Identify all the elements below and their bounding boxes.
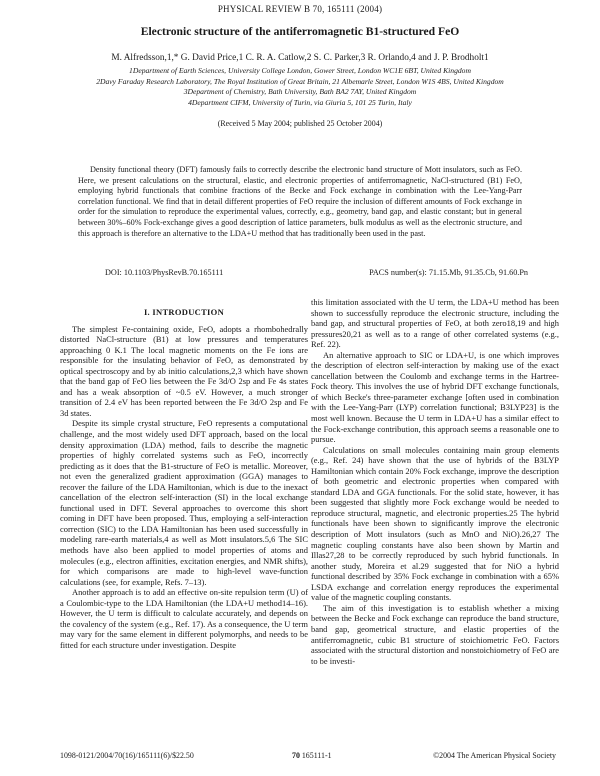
footer-volume: 70: [292, 751, 300, 760]
affiliation-1: 1Department of Earth Sciences, University College London, Gower Street, London WC1E 6BT, United Kingdom: [129, 66, 471, 75]
author-list: M. Alfredsson,1,* G. David Price,1 C. R. A. Catlow,2 S. C. Parker,3 R. Orlando,4 and J. P. Brodholt1: [111, 53, 489, 63]
footer-page: 165111-1: [299, 751, 332, 760]
received-dates: (Received 5 May 2004; published 25 October 2004): [217, 119, 383, 128]
paper-title: Electronic structure of the antiferromagnetic B1-structured FeO: [140, 25, 460, 38]
right-column: [311, 297, 559, 666]
body-paragraph: The simplest Fe-containing oxide, FeO, adopts a rhombohedrally distorted NaCl-structure (B1) at low pressures and temperatures approaching 0 K.1 The local magnetic moments on the Fe ions are responsible for the insulating behavior of FeO, as demonstrated by optical spectroscopy and by ab initio calculations,2,3 which have shown that the band gap of FeO lies between the Fe 3d/O 2sp and Fe 4s states and has a weak absorption of ~0.5 eV. However, a much stronger transition of 2.4 eV has been reported between the Fe 3d/O 2sp and Fe 3d states.: [60, 323, 308, 418]
body-paragraph: An alternative approach to SIC or LDA+U, is one which improves the description of electron self-interaction by making use of the exact cancellation between the Coulomb and exchange terms in the Hartree-Fock theory. This involves the use of hybrid DFT exchange functionals, of which Becke's three-parameter exchange [often used in combination with the Lee-Yang-Parr (LYP) correlation functional; B3LYP23] is the most well known. Because the U term in LDA+U has a similar effect to the Fock-exchange contribution, this approach seems a reasonable one to pursue.: [311, 349, 559, 445]
left-column: [60, 297, 308, 651]
pacs-numbers: PACS number(s): 71.15.Mb, 91.35.Cb, 91.60.Pn: [369, 268, 528, 277]
footer-copyright: ©2004 The American Physical Society: [433, 751, 556, 760]
affiliation-4: 4Department CIFM, University of Turin, via Giuria 5, 101 25 Turin, Italy: [188, 97, 412, 107]
body-paragraph: Despite its simple crystal structure, FeO represents a computational challenge, and the most widely used DFT approach, based on the local density approximation (LDA) method, fails to describe the magnetic properties of highly correlated systems such as FeO, incorrectly predicting as it does that the B1-structure of FeO is metallic. Moreover, not even the generalized gradient approximation (GGA) manages to recover the failure of the LDA Hamiltonian, which is due to the inexact cancellation of the electron self-interaction (SI) in the local exchange functional used in DFT. Several approaches to overcome this short coming in DFT have been proposed. Thus, employing a self-interaction correction (SIC) to the LDA Hamiltonian has been used successfully in modeling rare-earth materials,4 as well as Mott insulators.5,6 The SIC methods have also been applied to model properties of atoms and molecules (e.g., electron affinities, excitation energies, and NMR shifts), for which comparisons are made to high-level wave-function calculations (see, for example, Refs. 7–13).: [60, 418, 308, 587]
body-paragraph: Another approach is to add an effective on-site repulsion term (U) of a Coulombic-type to the LDA Hamiltonian (the LDA+U method14–16). However, the U term is difficult to calculate accurately, and depends on the covalency of the system (e.g., Ref. 17). As a consequence, the U term may vary for the same element in different polymorphs, and needs to be fitted for each structure under investigation. Despite: [60, 587, 308, 650]
doi-link[interactable]: DOI: 10.1103/PhysRevB.70.165111: [105, 268, 224, 277]
section-heading: I. INTRODUCTION: [143, 307, 225, 317]
body-paragraph: this limitation associated with the U term, the LDA+U method has been shown to successfully reproduce the electronic structure, including the band gap, and structural properties of FeO, at both zero18,19 and high pressures20,21 as well as to a range of other correlated systems (e.g., Ref. 22).: [311, 297, 559, 350]
body-paragraph: Calculations on small molecules containing main group elements (e.g., Ref. 24) have shown that the use of hybrids of the B3LYP Hamiltonian which contain 20% Fock exchange, improve the description of both geometric and electronic properties when compared with standard LDA and GGA functionals. For the solid state, however, it has been suggested that slightly more Fock exchange would be needed to reproduce structural, magnetic, and electronic properties.25 The hybrid functionals have been shown to significantly improve the electronic description of Mott insulators (such as MnO and NiO).26,27 The magnetic coupling constants have also been shown by Martin and Illas27,28 to be correctly reproduced by such hybrid functionals. In another study, Moreira et al.29 suggested that for NiO a hybrid functional described by 35% Fock exchange in combination with a 65% LSDA exchange and correlation energy reproduces the experimental value of the magnetic coupling constants.: [311, 444, 559, 603]
affiliation-2: 2Davy Faraday Research Laboratory, The Royal Institution of Great Britain, 21 Albemarle Street, London W1S 4BS, United Kingdom: [96, 76, 504, 86]
running-header: PHYSICAL REVIEW B 70, 165111 (2004): [217, 4, 383, 14]
abstract: Density functional theory (DFT) famously fails to correctly describe the electronic band structure of Mott insulators, such as FeO. Here, we present calculations on the structural, elastic, and electronic properties of antiferromagnetic, NaCl-structured (B1) FeO, employing hybrid functionals that combine fractions of the Becke and Fock exchange in combination with the Lee-Yang-Parr correlation functional. We find that in detail different properties of FeO require the inclusion of different amounts of Fock exchange in order for the simulation to reproduce the experimental values, correctly, e.g., geometry, band gap, and elastic constant; but in general between 30%–60% Fock-exchange gives a good description of lattice parameters, bulk modulus as well as the electronic structure, and this approach is therefore an alternative to the LDA+U method that has traditionally been used in the past.: [78, 165, 522, 238]
affiliation-3: 3Department of Chemistry, Bath University, Bath BA2 7AY, United Kingdom: [183, 87, 417, 97]
footer-page-number: [292, 751, 332, 760]
body-paragraph: The aim of this investigation is to establish whether a mixing between the Becke and Fock exchange can reproduce the band structure, band gap, geometrical structure, and elastic properties of the antiferromagnetic, cubic B1 structure of stoichiometric FeO. Factors associated with the structural distortion and nonstoichiometry of FeO are to be investi-: [311, 602, 559, 666]
footer-issn: 1098-0121/2004/70(16)/165111(6)/$22.50: [60, 751, 194, 760]
affiliation-list: [14, 66, 586, 108]
